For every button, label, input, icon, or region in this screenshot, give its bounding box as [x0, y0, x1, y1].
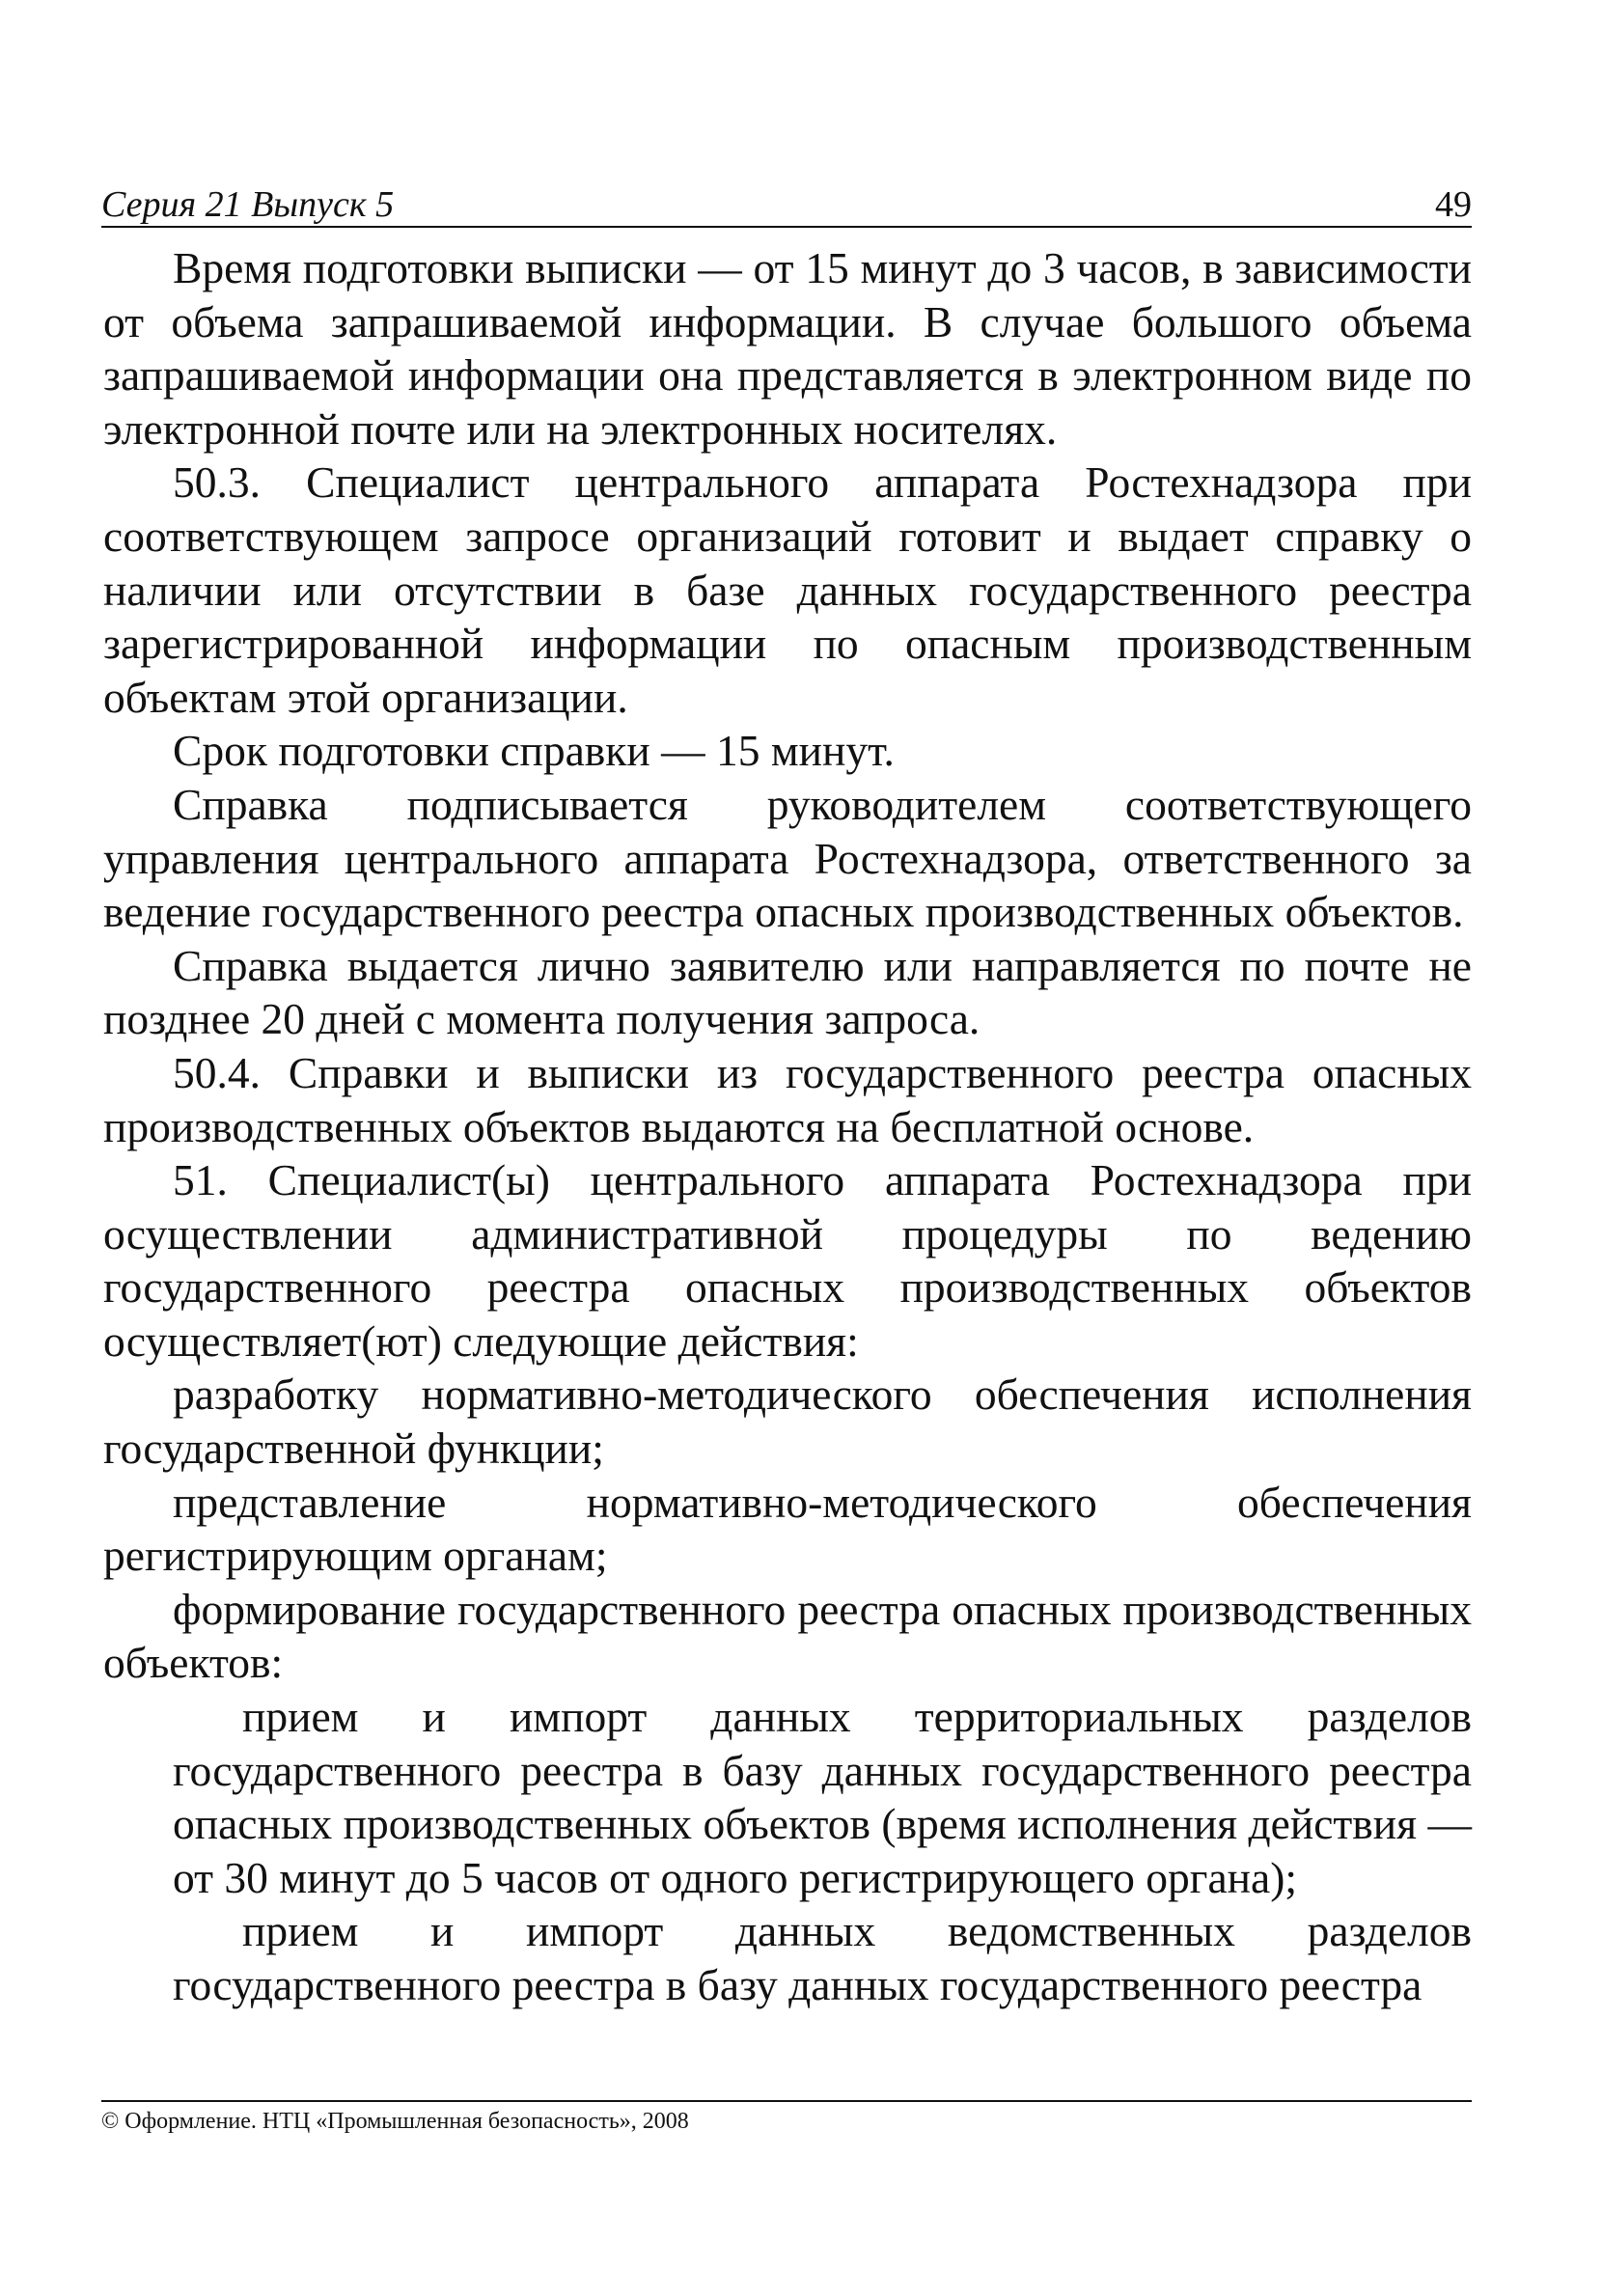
- paragraph-50-4: 50.4. Справки и выписки из государственного реестра опасных производственных объектов выдаются на бесплатной основе.: [103, 1047, 1472, 1151]
- sublist-item-territorial-import: прием и импорт данных территориальных разделов государственного реестра в базу данных государственного реестра опасных производственных объектов (время исполнения действия — от 30 минут до 5 часов от одного регистрирующего органа);: [173, 1692, 1472, 1902]
- footer-copyright: © Оформление. НТЦ «Промышленная безопасность», 2008: [101, 2109, 689, 2134]
- paragraph-50-3: 50.3. Специалист центрального аппарата Ростехнадзора при соответствующем запросе организаций готовит и выдает справку о наличии или отсутствии в базе данных государственного реестра зарегистрированной информации по опасным производственным объектам этой организации.: [103, 457, 1472, 722]
- header-divider: [101, 226, 1472, 228]
- list-item-presentation: представление нормативно-методического обеспечения регистрирующим органам;: [103, 1477, 1472, 1581]
- sublist-item-departmental-import: прием и импорт данных ведомственных разделов государственного реестра в базу данных государственного реестра: [173, 1906, 1472, 2009]
- footer-divider: [101, 2100, 1472, 2102]
- paragraph-certificate-signed: Справка подписывается руководителем соответствующего управления центрального аппарата Ростехнадзора, ответственного за ведение государственного реестра опасных производственных объектов.: [103, 779, 1472, 937]
- series-title: Серия 21 Выпуск 5: [101, 184, 395, 225]
- page-number: 49: [1435, 184, 1472, 225]
- list-item-formation: формирование государственного реестра опасных производственных объектов:: [103, 1584, 1472, 1688]
- paragraph-51: 51. Специалист(ы) центрального аппарата Ростехнадзора при осуществлении административной процедуры по ведению государственного реестра опасных производственных объектов осуществляет(ют) следующие действия:: [103, 1155, 1472, 1366]
- running-header: [101, 181, 1472, 232]
- paragraph-certificate-issued: Справка выдается лично заявителю или направляется по почте не позднее 20 дней с момента получения запроса.: [103, 940, 1472, 1044]
- body-text: [103, 241, 1472, 2012]
- paragraph-extract-time: Время подготовки выписки — от 15 минут до 3 часов, в зависимости от объема запрашиваемой информации. В случае большого объема запрашиваемой информации она представляется в электронном виде по электронной почте или на электронных носителях.: [103, 243, 1472, 454]
- paragraph-certificate-term: Срок подготовки справки — 15 минут.: [173, 726, 895, 776]
- list-item-development: разработку нормативно-методического обеспечения исполнения государственной функции;: [103, 1369, 1472, 1474]
